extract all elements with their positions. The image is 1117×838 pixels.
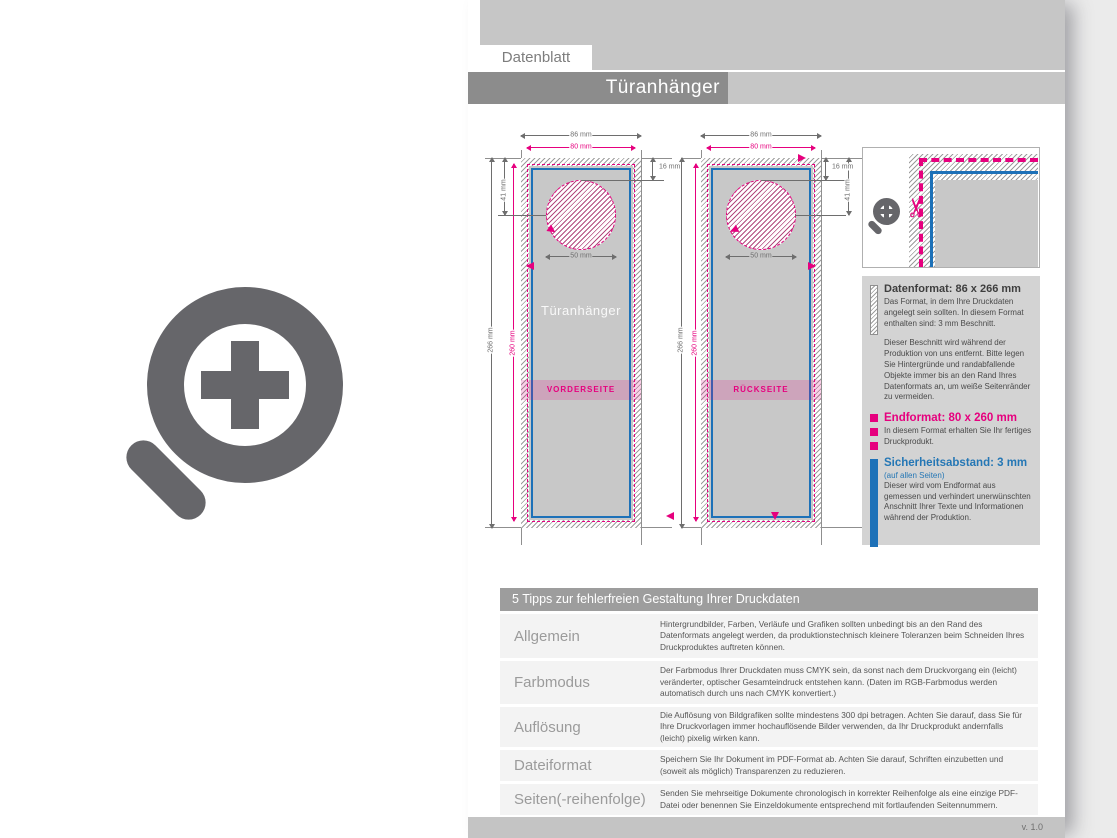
datenformat-section [870,283,1032,329]
diagram-watermark: Türanhänger [541,303,621,318]
tip-label: Dateiformat [514,757,592,774]
table-row [500,784,1038,815]
version-label: v. 1.0 [1021,822,1043,832]
sicherheitsabstand-body: Dieser wird vom Endformat aus gemessen und verhindert unerwünschten Anschnitt Ihrer Texte und Informationen während der Produktion. [884,480,1031,523]
datenformat-note-text: Dieser Beschnitt wird während der Produktion von uns entfernt. Bitte legen Sie Hintergründe und randabfallende Objekte immer bis an den Rand Ihres Datenformats an, um weiße Seitenränder zu vermeiden. [884,338,1031,402]
plus-icon [231,341,259,429]
header-band [480,0,1065,45]
datasheet-page [468,0,1065,838]
sicherheitsabstand-title: Sicherheitsabstand: 3 mm [884,456,1028,469]
dim-label: 266 mm [487,327,495,353]
format-info-panel [862,276,1040,545]
safety-bar-icon [870,459,878,547]
datenformat-title: Datenformat: 86 x 266 mm [884,283,1021,295]
pointer-arrow-icon [771,512,779,520]
pointer-arrow-icon [798,154,806,162]
crop-mark [821,150,822,545]
corner-detail-box [862,147,1040,268]
tip-text: Der Farbmodus Ihrer Druckdaten muss CMYK sein, da sonst nach dem Druckvorgang ein (leicht) veränderter, optischer Gesamteindruck entstehen kann. (Daten im RGB-Farbmodus werden automatisch durch uns nach CMYK konvertiert.) [660,665,1017,699]
dim-label: 86 mm [750,131,772,139]
tip-label: Farbmodus [514,674,590,691]
tip-text: Senden Sie mehrseitige Dokumente chronologisch in korrekter Reihenfolge als eine einzige PDF-Datei oder benennen Sie Einzeldokumente entsprechend mit fortlaufenden Seitennummern. [660,787,1018,810]
tip-label: Seiten(-reihenfolge) [514,791,646,808]
dim-helper-line [581,180,664,181]
table-row [500,707,1038,747]
pointer-arrow-icon [808,262,816,270]
trim-dash-icon [870,414,878,452]
plus-icon [884,204,889,219]
tip-label: Allgemein [514,627,580,645]
tip-text: Die Auflösung von Bildgrafiken sollte mindestens 300 dpi betragen. Achten Sie darauf, dass Sie für Ihre Druckvorlagen immer hochauflösende Bilder verwenden, da Ihr Druckprodukt andernfalls (leicht) pixelig wirken kann. [660,709,1023,743]
diagram-front [521,158,641,528]
trim-line [919,158,1038,162]
safety-line [930,171,933,267]
dim-label: 16 mm [832,163,854,171]
print-area [935,180,1038,267]
table-row [500,614,1038,658]
pointer-arrow-icon [526,262,534,270]
dim-hole-top [652,158,653,180]
table-row [500,661,1038,704]
viewer-left-panel [0,0,468,838]
dim-label: 16 mm [659,163,681,171]
dim-helper-line [795,215,846,216]
diagram-back [701,158,821,528]
sicherheitsabstand-subtitle: (auf allen Seiten) [884,470,945,480]
version-bar [468,817,1065,838]
zoom-in-icon[interactable] [95,287,355,548]
dim-label: 266 mm [677,327,685,353]
safety-line [930,171,1038,174]
dim-label: 50 mm [750,252,772,260]
endformat-title: Endformat: 80 x 260 mm [884,412,1017,425]
dim-label: 41 mm [500,179,508,201]
endformat-section [870,412,1032,448]
tips-header: 5 Tipps zur fehlerfreien Gestaltung Ihrer Druckdaten [500,588,1038,611]
dim-label: 80 mm [750,143,772,151]
dim-label: 41 mm [844,179,852,201]
dim-label: 80 mm [570,143,592,151]
sicherheitsabstand-section [870,457,1032,524]
bleed-hatch-icon [870,285,878,335]
tip-text: Hintergrundbilder, Farben, Verläufe und Grafiken sollten unbedingt bis an den Rand des Datenformats angelegt werden, da produktionstechnisch kleinere Toleranzen beim Schneiden Ihres Druckproduktes auftreten können. [660,618,1025,652]
scissors-icon: ✂ [901,196,932,219]
door-hanger-hole [726,180,796,250]
tab-datenblatt[interactable]: Datenblatt [480,45,592,70]
tip-text: Speichern Sie Ihr Dokument im PDF-Format ab. Achten Sie darauf, Schriften einzubetten und (soweit als möglich) Transparenzen zu reduzieren. [660,753,1004,776]
pointer-arrow-icon [666,512,674,520]
dim-label: 86 mm [570,131,592,139]
dim-label: 50 mm [570,252,592,260]
tip-label: Auflösung [514,718,581,736]
datenformat-body: Das Format, in dem Ihre Druckdaten angelegt sein sollten. In diesem Format enthalten sind: 3 mm Beschnitt. [884,297,1024,328]
dim-helper-line [761,180,846,181]
dim-helper-line [498,215,546,216]
side-label-back: RÜCKSEITE [701,380,821,400]
title-band-extension [728,72,1065,104]
door-hanger-hole [546,180,616,250]
datenformat-note [870,338,1032,403]
crop-mark [641,150,642,545]
dim-hole-top [825,158,826,180]
endformat-body: In diesem Format erhalten Sie Ihr fertiges Druckprodukt. [884,426,1032,446]
side-label-front: VORDERSEITE [521,380,641,400]
page-title: Türanhänger [468,72,728,104]
table-row [500,750,1038,781]
corner-diagram [901,154,1038,267]
dim-label: 260 mm [509,330,517,356]
dim-label: 260 mm [691,330,699,356]
